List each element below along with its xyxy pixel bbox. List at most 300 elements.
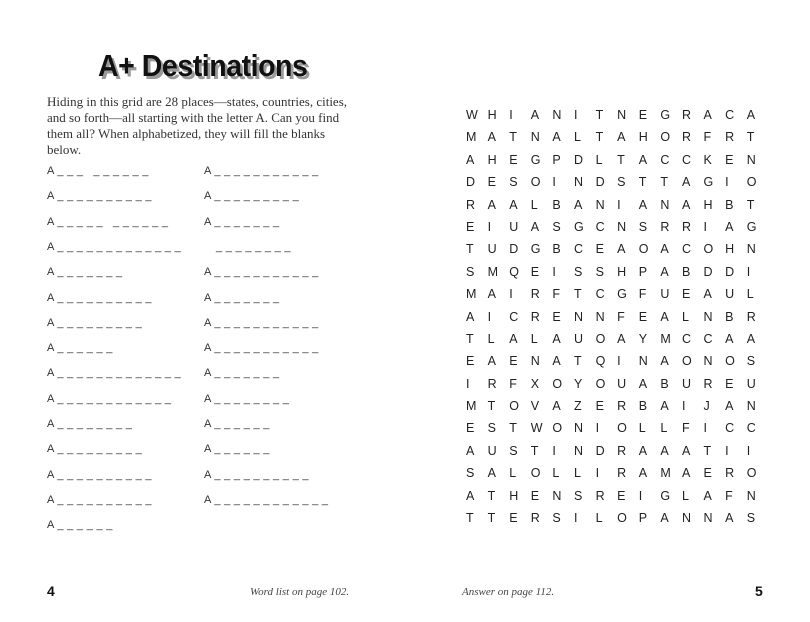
grid-letter: I (552, 264, 556, 279)
grid-letter: I (573, 108, 578, 122)
grid-letter: E (509, 354, 518, 369)
answer-blank: A _ _ _ _ _ _ _ (47, 266, 123, 279)
grid-letter: L (660, 421, 668, 436)
grid-letter: E (509, 511, 518, 526)
grid-letter: A (617, 242, 626, 257)
grid-letter: E (703, 466, 712, 481)
grid-letter: B (638, 399, 648, 414)
grid-letter: Q (595, 354, 606, 369)
grid-letter: P (638, 264, 648, 279)
grid-letter: I (487, 219, 492, 234)
grid-letter: D (573, 152, 583, 167)
grid-letter: T (487, 399, 496, 414)
grid-letter: T (746, 130, 755, 145)
grid-letter: A (725, 511, 734, 526)
grid-letter: A (552, 399, 561, 414)
grid-letter: E (638, 108, 648, 122)
grid-letter: A (487, 130, 496, 145)
grid-letter: A (466, 152, 475, 167)
grid-letter: T (509, 421, 517, 436)
grid-letter: C (681, 152, 691, 167)
grid-letter: D (595, 175, 605, 190)
grid-letter: S (509, 443, 518, 458)
grid-letter: O (530, 466, 541, 481)
grid-letter: M (487, 264, 499, 279)
grid-letter: A (466, 309, 475, 324)
word-list-note: Word list on page 102. (250, 586, 350, 598)
grid-letter: G (660, 488, 671, 503)
grid-letter: I (595, 466, 600, 481)
grid-letter: A (617, 331, 626, 346)
grid-letter: R (487, 376, 497, 391)
grid-letter: C (681, 331, 691, 346)
grid-letter: D (725, 264, 735, 279)
grid-letter: I (703, 421, 708, 436)
grid-letter: A (552, 331, 561, 346)
grid-letter: R (681, 130, 691, 145)
grid-letter: A (530, 219, 540, 234)
grid-letter: A (703, 287, 712, 302)
grid-letter: B (725, 309, 734, 324)
grid-letter: L (573, 130, 581, 145)
grid-letter: S (573, 264, 583, 279)
grid-letter: L (681, 309, 689, 324)
grid-letter: T (573, 354, 582, 369)
answer-blank: A _ _ _ _ _ _ _ _ _ _ _ (204, 316, 319, 329)
grid-letter: O (703, 242, 714, 257)
grid-letter: F (703, 130, 712, 145)
grid-letter: L (487, 331, 495, 346)
grid-letter: C (660, 152, 670, 167)
grid-letter: G (703, 175, 714, 190)
grid-letter: I (725, 443, 729, 458)
grid-letter: I (552, 175, 556, 190)
answer-note: Answer on page 112. (462, 586, 555, 598)
grid-letter: A (466, 443, 475, 458)
grid-letter: R (617, 399, 627, 414)
grid-letter: B (681, 264, 691, 279)
grid-letter: T (530, 443, 539, 458)
grid-letter: N (703, 354, 713, 369)
grid-letter: C (725, 421, 735, 436)
grid-letter: C (509, 309, 519, 324)
grid-letter: N (552, 488, 562, 503)
grid-letter: N (595, 197, 605, 212)
grid-letter: B (552, 197, 561, 212)
grid-letter: Q (509, 264, 519, 279)
grid-letter: O (595, 376, 606, 391)
grid-letter: S (638, 219, 648, 234)
grid-letter: C (573, 242, 583, 257)
grid-letter: N (552, 108, 562, 122)
grid-letter: F (681, 421, 690, 436)
grid-letter: R (681, 108, 691, 122)
grid-letter: Y (638, 331, 648, 346)
grid-letter: K (703, 152, 712, 167)
grid-letter: S (466, 264, 475, 279)
page-number-left: 4 (47, 583, 55, 599)
page-number-right: 5 (755, 583, 763, 599)
grid-letter: A (725, 399, 734, 414)
grid-letter: O (617, 421, 627, 436)
grid-letter: E (530, 488, 540, 503)
grid-letter: E (595, 242, 604, 257)
grid-letter: I (617, 197, 621, 212)
grid-letter: P (638, 511, 648, 526)
grid-letter: T (466, 242, 474, 257)
grid-letter: H (725, 242, 735, 257)
answer-blank: A _ _ _ _ _ _ _ _ _ _ _ _ (204, 493, 329, 506)
grid-letter: N (573, 309, 583, 324)
grid-letter: G (746, 219, 757, 234)
grid-letter: L (681, 488, 689, 503)
grid-letter: N (681, 511, 691, 526)
answer-blank: A _ _ _ _ _ _ _ _ (204, 392, 290, 405)
grid-letter: E (487, 175, 496, 190)
grid-letter: N (638, 354, 648, 369)
grid-letter: R (681, 219, 691, 234)
grid-letter: I (552, 443, 556, 458)
grid-letter: A (703, 108, 712, 122)
grid-letter: E (725, 152, 734, 167)
grid-letter: N (746, 152, 756, 167)
grid-letter: I (681, 399, 686, 414)
grid-letter: L (573, 466, 581, 481)
grid-letter: T (509, 130, 517, 145)
grid-letter: O (660, 130, 671, 145)
grid-letter: R (530, 309, 540, 324)
grid-letter: A (487, 287, 496, 302)
grid-letter: A (660, 443, 669, 458)
answer-blank: A _ _ _ _ _ _ _ _ _ _ (47, 291, 152, 304)
grid-letter: T (703, 443, 712, 458)
grid-letter: C (681, 242, 691, 257)
answer-blank: A _ _ _ _ _ _ (204, 443, 270, 456)
grid-letter: X (530, 376, 540, 391)
grid-letter: O (552, 376, 563, 391)
grid-letter: L (746, 287, 754, 302)
grid-letter: A (746, 108, 756, 122)
grid-letter: N (703, 309, 713, 324)
grid-letter: E (466, 421, 475, 436)
grid-letter: T (487, 488, 496, 503)
grid-letter: D (466, 175, 476, 190)
answer-blank: A _ _ _ _ _ _ _ _ _ (47, 443, 142, 456)
grid-letter: H (617, 264, 627, 279)
grid-letter: E (552, 309, 561, 324)
instructions: Hiding in this grid are 28 places—states, countries, cities, and so forth—all starting with the letter A. Can you find them all? When alphabetized, they will fill the blanks below. (47, 94, 348, 157)
grid-letter: R (703, 376, 713, 391)
grid-letter: I (573, 511, 578, 526)
grid-letter: R (746, 309, 756, 324)
grid-letter: B (660, 376, 669, 391)
grid-letter: R (725, 130, 735, 145)
grid-letter: R (660, 219, 670, 234)
grid-letter: A (681, 197, 691, 212)
grid-letter: H (487, 152, 497, 167)
grid-letter: A (552, 354, 561, 369)
grid-letter: E (617, 488, 626, 503)
grid-letter: I (746, 264, 751, 279)
grid-letter: R (530, 511, 540, 526)
grid-letter: S (509, 175, 518, 190)
grid-letter: H (487, 108, 497, 122)
grid-letter: O (681, 354, 692, 369)
grid-letter: U (487, 443, 497, 458)
grid-letter: E (530, 264, 540, 279)
grid-letter: T (595, 108, 604, 122)
grid-letter: I (638, 488, 643, 503)
grid-letter: A (638, 197, 648, 212)
grid-letter: O (638, 242, 649, 257)
answer-blank: A _ _ _ _ _ _ _ _ _ (204, 190, 299, 203)
grid-letter: R (466, 197, 476, 212)
grid-letter: M (660, 331, 671, 346)
grid-letter: B (725, 197, 734, 212)
grid-letter: H (509, 488, 519, 503)
grid-letter: I (487, 309, 492, 324)
grid-letter: U (509, 219, 519, 234)
grid-letter: E (638, 309, 648, 324)
grid-letter: G (660, 108, 671, 122)
grid-letter: A (638, 466, 648, 481)
grid-letter: R (725, 466, 735, 481)
grid-letter: H (638, 130, 648, 145)
grid-letter: U (617, 376, 627, 391)
grid-letter: G (573, 219, 584, 234)
answer-blank: A _ _ _ _ _ _ (47, 342, 113, 355)
grid-letter: T (466, 331, 474, 346)
grid-letter: G (530, 152, 541, 167)
grid-letter: A (617, 130, 626, 145)
grid-letter: N (660, 197, 670, 212)
answer-blank: A _ _ _ _ _ _ _ _ _ _ _ _ _ (47, 240, 182, 253)
grid-letter: N (746, 488, 756, 503)
grid-letter: N (573, 421, 583, 436)
grid-letter: O (552, 421, 563, 436)
grid-letter: N (617, 108, 627, 122)
grid-letter: Y (573, 376, 583, 391)
grid-letter: T (573, 287, 582, 302)
grid-letter: S (573, 488, 583, 503)
grid-letter: O (746, 175, 757, 190)
grid-letter: T (660, 175, 668, 190)
grid-letter: C (703, 331, 713, 346)
grid-letter: I (509, 108, 513, 122)
grid-letter: V (530, 399, 540, 414)
grid-letter: G (617, 287, 627, 302)
grid-letter: A (487, 197, 496, 212)
grid-letter: A (746, 331, 756, 346)
grid-letter: A (487, 354, 496, 369)
grid-letter: L (595, 152, 603, 167)
grid-letter: I (509, 287, 513, 302)
grid-letter: T (466, 511, 474, 526)
grid-letter: B (552, 242, 561, 257)
grid-letter: F (552, 287, 561, 302)
grid-letter: L (530, 331, 538, 346)
grid-letter: I (725, 175, 729, 190)
grid-letter: R (617, 466, 627, 481)
grid-letter: J (703, 399, 710, 414)
grid-letter: E (681, 287, 691, 302)
answer-blank: A _ _ _ _ _ _ _ _ _ _ (204, 468, 309, 481)
answer-blank: A _ _ _ _ _ _ _ _ _ (47, 165, 149, 177)
grid-letter: A (660, 511, 669, 526)
grid-letter: A (681, 175, 691, 190)
grid-letter: N (746, 242, 756, 257)
grid-letter: A (725, 331, 734, 346)
word-search-grid (466, 108, 768, 533)
answer-blank: A _ _ _ _ _ _ _ (204, 291, 280, 304)
answer-blank: A _ _ _ _ _ _ _ _ _ _ _ (204, 342, 319, 355)
grid-letter: N (617, 219, 627, 234)
grid-letter: O (509, 399, 519, 414)
answer-blank: A _ _ _ _ _ _ _ _ _ _ _ (47, 215, 169, 228)
answer-blank: A _ _ _ _ _ _ _ _ _ _ (47, 493, 152, 506)
grid-letter: C (595, 219, 605, 234)
grid-letter: F (617, 309, 625, 324)
grid-letter: A (681, 443, 691, 458)
grid-letter: N (746, 399, 756, 414)
answer-blank: A _ _ _ _ _ _ (204, 418, 270, 430)
answer-blank: A _ _ _ _ _ _ (47, 519, 113, 532)
grid-letter: L (638, 421, 646, 436)
answer-blank: A _ _ _ _ _ _ _ _ _ _ _ (204, 165, 319, 177)
grid-letter: F (638, 287, 647, 302)
grid-letter: L (595, 511, 603, 526)
grid-letter: I (746, 443, 751, 458)
answer-blank: A _ _ _ _ _ _ _ _ _ _ _ _ _ (47, 367, 182, 380)
grid-letter: A (466, 488, 475, 503)
grid-letter: A (638, 443, 648, 458)
grid-letter: A (487, 466, 496, 481)
grid-letter: D (703, 264, 713, 279)
grid-letter: I (466, 376, 470, 391)
grid-letter: U (746, 376, 756, 391)
grid-letter: S (466, 466, 475, 481)
grid-letter: U (725, 287, 735, 302)
grid-letter: M (466, 399, 477, 414)
grid-letter: E (466, 219, 475, 234)
answer-blank: A _ _ _ _ _ _ _ (204, 367, 280, 380)
grid-letter: P (552, 152, 561, 167)
answer-blank: A _ _ _ _ _ _ _ _ _ _ _ _ (47, 392, 172, 405)
grid-letter: C (725, 108, 735, 122)
grid-letter: U (681, 376, 691, 391)
grid-letter: O (617, 511, 627, 526)
grid-letter: S (552, 511, 561, 526)
grid-letter: R (530, 287, 540, 302)
grid-letter: I (703, 219, 708, 234)
grid-letter: N (530, 130, 540, 145)
grid-letter: T (746, 197, 755, 212)
grid-letter: N (595, 309, 605, 324)
grid-letter: W (466, 108, 478, 122)
grid-letter: T (638, 175, 647, 190)
grid-letter: A (552, 130, 561, 145)
grid-letter: T (595, 130, 604, 145)
grid-letter: E (466, 354, 475, 369)
grid-letter: C (595, 287, 605, 302)
answer-blank: A _ _ _ _ _ _ _ _ (47, 418, 133, 430)
grid-letter: C (746, 421, 756, 436)
grid-letter: N (573, 175, 583, 190)
grid-letter: R (595, 488, 605, 503)
grid-letter: N (703, 511, 713, 526)
grid-letter: I (595, 421, 600, 436)
grid-letter: F (725, 488, 733, 503)
grid-letter: A (660, 264, 669, 279)
grid-letter: A (638, 152, 648, 167)
grid-letter: L (552, 466, 560, 481)
grid-letter: O (595, 331, 606, 346)
grid-letter: N (530, 354, 540, 369)
grid-letter: S (746, 511, 756, 526)
grid-letter: M (660, 466, 671, 481)
grid-letter: S (595, 264, 604, 279)
grid-letter: T (617, 152, 625, 167)
answer-blank: A _ _ _ _ _ _ _ _ _ (47, 316, 142, 329)
grid-letter: N (573, 443, 583, 458)
grid-letter: Z (573, 399, 582, 414)
grid-letter: A (660, 242, 669, 257)
grid-letter: U (660, 287, 670, 302)
grid-letter: A (725, 219, 734, 234)
grid-letter: A (638, 376, 648, 391)
grid-letter: E (595, 399, 604, 414)
answer-blank: A _ _ _ _ _ _ _ _ _ _ (47, 190, 152, 203)
grid-letter: O (530, 175, 541, 190)
grid-letter: L (509, 466, 517, 481)
grid-letter: G (530, 242, 541, 257)
answer-blank: A _ _ _ _ _ _ _ _ _ _ (47, 468, 152, 481)
grid-letter: U (487, 242, 497, 257)
answer-blank: A _ _ _ _ _ _ _ (204, 215, 280, 228)
grid-letter: M (466, 287, 477, 302)
grid-letter: A (509, 331, 518, 346)
grid-letter: D (595, 443, 605, 458)
grid-letter: I (617, 354, 621, 369)
grid-letter: A (660, 309, 669, 324)
grid-letter: D (509, 242, 519, 257)
grid-letter: S (617, 175, 626, 190)
grid-letter: U (573, 331, 583, 346)
grid-letter: E (509, 152, 518, 167)
grid-letter: A (509, 197, 518, 212)
grid-letter: A (660, 354, 669, 369)
grid-letter: A (530, 108, 540, 122)
grid-letter: A (681, 466, 691, 481)
grid-letter: S (746, 354, 756, 369)
answer-blank: A _ _ _ _ _ _ _ _ _ _ _ (204, 266, 319, 279)
grid-letter: S (487, 421, 496, 436)
answer-blank: _ _ _ _ _ _ _ _ (216, 240, 291, 253)
grid-letter: M (466, 130, 477, 145)
grid-letter: W (530, 421, 543, 436)
grid-letter: E (725, 376, 734, 391)
grid-letter: R (617, 443, 627, 458)
grid-letter: A (703, 488, 712, 503)
grid-letter: T (487, 511, 496, 526)
grid-letter: O (725, 354, 735, 369)
page-title: A+ Destinations (98, 48, 308, 83)
grid-letter: L (530, 197, 538, 212)
grid-letter: H (703, 197, 713, 212)
grid-letter: A (660, 399, 669, 414)
grid-letter: A (573, 197, 583, 212)
grid-letter: O (746, 466, 757, 481)
